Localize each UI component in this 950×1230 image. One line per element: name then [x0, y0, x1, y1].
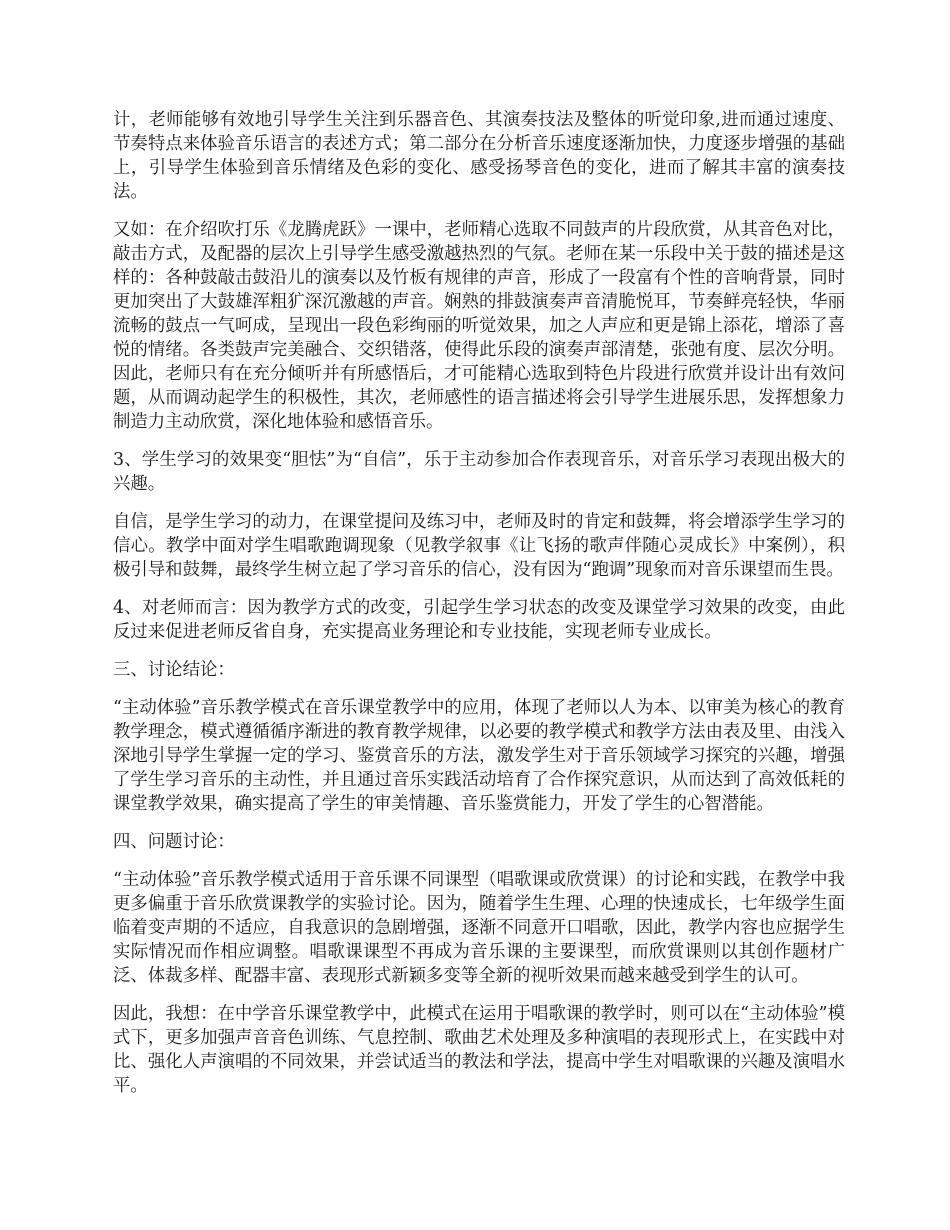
- paragraph-final: 因此，我想：在中学音乐课堂教学中，此模式在运用于唱歌课的教学时，则可以在“主动体验”模式下，更多加强声音音色训练、气息控制、歌曲艺术处理及多种演唱的表现形式上，在实践中对比、强化人声演唱的不同效果，并尝试适当的教法和学法，提高中学生对唱歌课的兴趣及演唱水平。: [113, 1004, 845, 1096]
- paragraph-confidence: 自信，是学生学习的动力，在课堂提问及练习中，老师及时的肯定和鼓舞，将会增添学生学习的信心。教学中面对学生唱歌跑调现象（见教学叙事《让飞扬的歌声伴随心灵成长》中案例），积极引导和鼓舞，最终学生树立起了学习音乐的信心，没有因为“跑调”现象而对音乐课望而生畏。: [113, 512, 845, 580]
- document-body: [113, 108, 845, 1112]
- section-heading-discussion: 四、问题讨论：: [113, 832, 235, 852]
- paragraph-continuation: 计，老师能够有效地引导学生关注到乐器音色、其演奏技法及整体的听觉印象,进而通过速度、节奏特点来体验音乐语言的表述方式；第二部分在分析音乐速度逐渐加快，力度逐步增强的基础上，引导学生体验到音乐情绪及色彩的变化、感受扬琴音色的变化，进而了解其丰富的演奏技法。: [113, 110, 845, 202]
- paragraph-point-4: 4、对老师而言：因为教学方式的改变，引起学生学习状态的改变及课堂学习效果的改变，由此反过来促进老师反省自身，充实提高业务理论和专业技能，实现老师专业成长。: [113, 598, 845, 642]
- paragraph-conclusion: “主动体验”音乐教学模式在音乐课堂教学中的应用，体现了老师以人为本、以审美为核心的教育教学理念，模式遵循循序渐进的教育教学规律，以必要的教学模式和教学方法由表及里、由浅入深地引导学生掌握一定的学习、鉴赏音乐的方法，激发学生对于音乐领域学习探究的兴趣，增强了学生学习音乐的主动性，并且通过音乐实践活动培育了合作探究意识，从而达到了高效低耗的课堂教学效果，确实提高了学生的审美情趣、音乐鉴赏能力，开发了学生的心智潜能。: [113, 698, 845, 814]
- section-heading-conclusion: 三、讨论结论：: [113, 660, 235, 680]
- paragraph-point-3: 3、学生学习的效果变“胆怯”为“自信”，乐于主动参加合作表现音乐，对音乐学习表现出极大的兴趣。: [113, 450, 845, 494]
- paragraph-discussion: “主动体验”音乐教学模式适用于音乐课不同课型（唱歌课或欣赏课）的讨论和实践，在教学中我更多偏重于音乐欣赏课教学的实验讨论。因为，随着学生生理、心理的快速成长，七年级学生面临着变声期的不适应，自我意识的急剧增强，逐渐不同意开口唱歌，因此，教学内容也应据学生实际情况而作相应调整。唱歌课课型不再成为音乐课的主要课型，而欣赏课则以其创作题材广泛、体裁多样、配器丰富、表现形式新颖多变等全新的视听效果而越来越受到学生的认可。: [113, 870, 845, 986]
- paragraph-drum-example: 又如：在介绍吹打乐《龙腾虎跃》一课中，老师精心选取不同鼓声的片段欣赏，从其音色对比，敲击方式，及配器的层次上引导学生感受激越热烈的气氛。老师在某一乐段中关于鼓的描述是这样的：各种鼓敲击鼓沿儿的演奏以及竹板有规律的声音，形成了一段富有个性的音响背景，同时更加突出了大鼓雄浑粗犷深沉激越的声音。娴熟的排鼓演奏声音清脆悦耳，节奏鲜亮轻快，华丽流畅的鼓点一气呵成，呈现出一段色彩绚丽的听觉效果，加之人声应和更是锦上添花，增添了喜悦的情绪。各类鼓声完美融合、交织错落，使得此乐段的演奏声部清楚，张弛有度、层次分明。因此，老师只有在充分倾听并有所感悟后，才可能精心选取到特色片段进行欣赏并设计出有效问题，从而调动起学生的积极性，其次，老师感性的语言描述将会引导学生进展乐思，发挥想象力制造力主动欣赏，深化地体验和感悟音乐。: [113, 220, 845, 432]
